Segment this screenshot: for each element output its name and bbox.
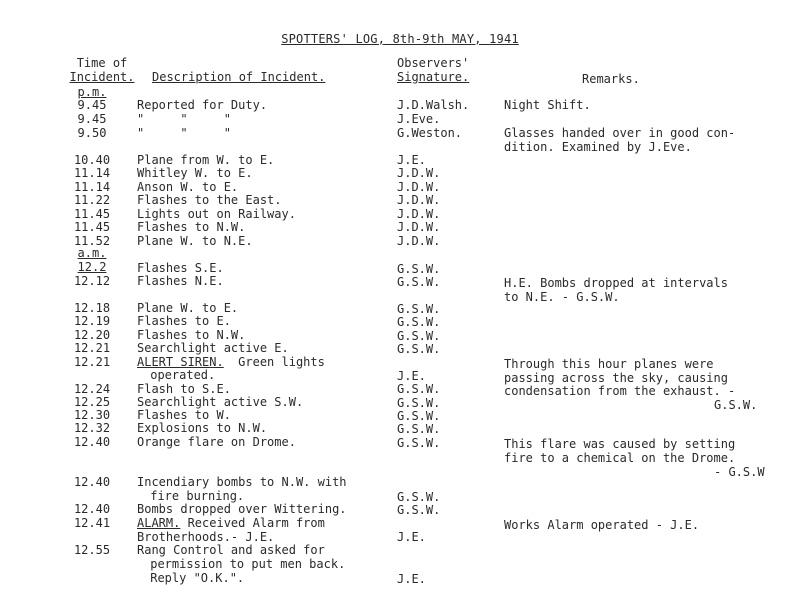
entry-description: Whitley W. to E.: [137, 166, 253, 180]
entry-signature: J.E.: [397, 530, 426, 544]
entry-remark: Through this hour planes were: [504, 357, 714, 371]
entry-time: 11.45: [73, 207, 111, 221]
entry-remark: H.E. Bombs dropped at intervals: [504, 276, 728, 290]
entry-time: 12.18: [73, 301, 111, 315]
entry-description: Flashes to N.W.: [137, 220, 246, 234]
entry-remark: passing across the sky, causing: [504, 371, 728, 385]
entry-description: Flashes to W.: [137, 408, 231, 422]
pm-marker: p.m.: [77, 85, 107, 99]
entry-time: 9.45: [77, 112, 107, 126]
entry-remark: This flare was caused by setting: [504, 437, 736, 451]
entry-remark: Glasses handed over in good con-: [504, 126, 736, 140]
entry-time: 12.2: [77, 260, 107, 274]
entry-description: Incendiary bombs to N.W. with: [137, 475, 347, 489]
observer-header-line1: Observers': [397, 56, 470, 70]
entry-time: 9.45: [77, 98, 107, 112]
entry-description: Flashes N.E.: [137, 274, 224, 288]
entry-time: 11.52: [73, 234, 111, 248]
entry-description: permission to put men back.: [143, 557, 346, 571]
entry-time: 11.14: [73, 180, 111, 194]
entry-remark: G.S.W.: [714, 398, 758, 412]
time-header-line1: Time of: [76, 56, 128, 70]
entry-signature: G.S.W.: [397, 503, 441, 517]
entry-time: 12.40: [73, 502, 111, 516]
entry-time: 11.14: [73, 166, 111, 180]
entry-description-text: Green lights: [223, 355, 325, 369]
entry-description: Anson W. to E.: [137, 180, 239, 194]
entry-description: Searchlight active S.W.: [137, 395, 304, 409]
entry-signature: J.D.W.: [397, 207, 441, 221]
entry-signature: G.S.W.: [397, 342, 441, 356]
entry-remark: fire to a chemical on the Drome.: [504, 451, 736, 465]
entry-description: operated.: [143, 368, 216, 382]
entry-description: Bombs dropped over Wittering.: [137, 502, 347, 516]
entry-time: 12.25: [73, 395, 111, 409]
entry-description: Flashes to the East.: [137, 193, 282, 207]
entry-signature: J.D.W.: [397, 193, 441, 207]
remarks-header: Remarks.: [582, 72, 640, 86]
entry-signature: J.Eve.: [397, 112, 441, 126]
entry-description: fire burning.: [143, 489, 245, 503]
entry-description: [137, 355, 325, 369]
entry-time: 12.21: [73, 355, 111, 369]
entry-description: Reported for Duty.: [137, 98, 268, 112]
entry-signature: J.E.: [397, 153, 426, 167]
entry-description: Explosions to N.W.: [137, 421, 268, 435]
entry-remark: condensation from the exhaust. -: [504, 384, 736, 398]
entry-time: 12.19: [73, 314, 111, 328]
entry-time: 12.12: [73, 274, 111, 288]
entry-time: 12.55: [73, 543, 111, 557]
entry-description: Rang Control and asked for: [137, 543, 325, 557]
entry-remark: to N.E. - G.S.W.: [504, 290, 620, 304]
entry-signature: G.S.W.: [397, 396, 441, 410]
entry-remark: - G.S.W: [714, 465, 765, 479]
entry-time: 12.30: [73, 408, 111, 422]
entry-signature: G.S.W.: [397, 302, 441, 316]
entry-description: Plane from W. to E.: [137, 153, 275, 167]
entry-time: 12.40: [73, 435, 111, 449]
entry-description: Searchlight active E.: [137, 341, 289, 355]
entry-signature: J.D.Walsh.: [397, 98, 470, 112]
entry-description: Orange flare on Drome.: [137, 435, 296, 449]
entry-time: 12.40: [73, 475, 111, 489]
entry-signature: J.D.W.: [397, 180, 441, 194]
entry-signature: J.D.W.: [397, 234, 441, 248]
entry-description: Flashes to E.: [137, 314, 231, 328]
entry-signature: G.S.W.: [397, 382, 441, 396]
entry-signature: G.S.W.: [397, 422, 441, 436]
entry-description: Flash to S.E.: [137, 382, 231, 396]
entry-time: 9.50: [77, 126, 107, 140]
entry-time: 12.24: [73, 382, 111, 396]
entry-signature: J.D.W.: [397, 220, 441, 234]
entry-time: 11.45: [73, 220, 111, 234]
entry-time: 11.22: [73, 193, 111, 207]
entry-description: Lights out on Railway.: [137, 207, 296, 221]
entry-signature: G.S.W.: [397, 329, 441, 343]
entry-remark: Night Shift.: [504, 98, 591, 112]
entry-signature: G.S.W.: [397, 490, 441, 504]
entry-description: Reply "O.K.".: [143, 571, 245, 585]
entry-signature: G.S.W.: [397, 409, 441, 423]
entry-signature: G.S.W.: [397, 275, 441, 289]
entry-signature: G.S.W.: [397, 315, 441, 329]
entry-remark: Works Alarm operated - J.E.: [504, 518, 700, 532]
entry-time: 12.20: [73, 328, 111, 342]
entry-description: " " ": [137, 126, 231, 140]
entry-signature: G.Weston.: [397, 126, 463, 140]
entry-description: Brotherhoods.- J.E.: [137, 530, 275, 544]
am-marker: a.m.: [77, 246, 107, 260]
entry-description: Flashes S.E.: [137, 261, 224, 275]
description-header: Description of Incident.: [152, 70, 326, 84]
entry-signature: J.D.W.: [397, 166, 441, 180]
entry-description: Plane W. to E.: [137, 301, 239, 315]
entry-signature: J.E.: [397, 572, 426, 586]
entry-time: 12.41: [73, 516, 111, 530]
observer-header-line2: Signature.: [397, 70, 470, 84]
entry-description: Plane W. to N.E.: [137, 234, 253, 248]
entry-description: " " ": [137, 112, 231, 126]
time-header-line2: Incident.: [69, 70, 135, 84]
alarm-label: ALARM.: [137, 516, 181, 530]
entry-signature: G.S.W.: [397, 262, 441, 276]
entry-time: 12.32: [73, 421, 111, 435]
entry-remark: dition. Examined by J.Eve.: [504, 140, 692, 154]
entry-description-text: Received Alarm from: [180, 516, 325, 530]
entry-description: [137, 516, 325, 530]
entry-signature: J.E.: [397, 369, 426, 383]
alert-siren-label: ALERT SIREN.: [137, 355, 224, 369]
entry-time: 12.21: [73, 341, 111, 355]
entry-time: 10.40: [73, 153, 111, 167]
entry-description: Flashes to N.W.: [137, 328, 246, 342]
entry-signature: G.S.W.: [397, 436, 441, 450]
page-title: SPOTTERS' LOG, 8th-9th MAY, 1941: [281, 32, 519, 46]
